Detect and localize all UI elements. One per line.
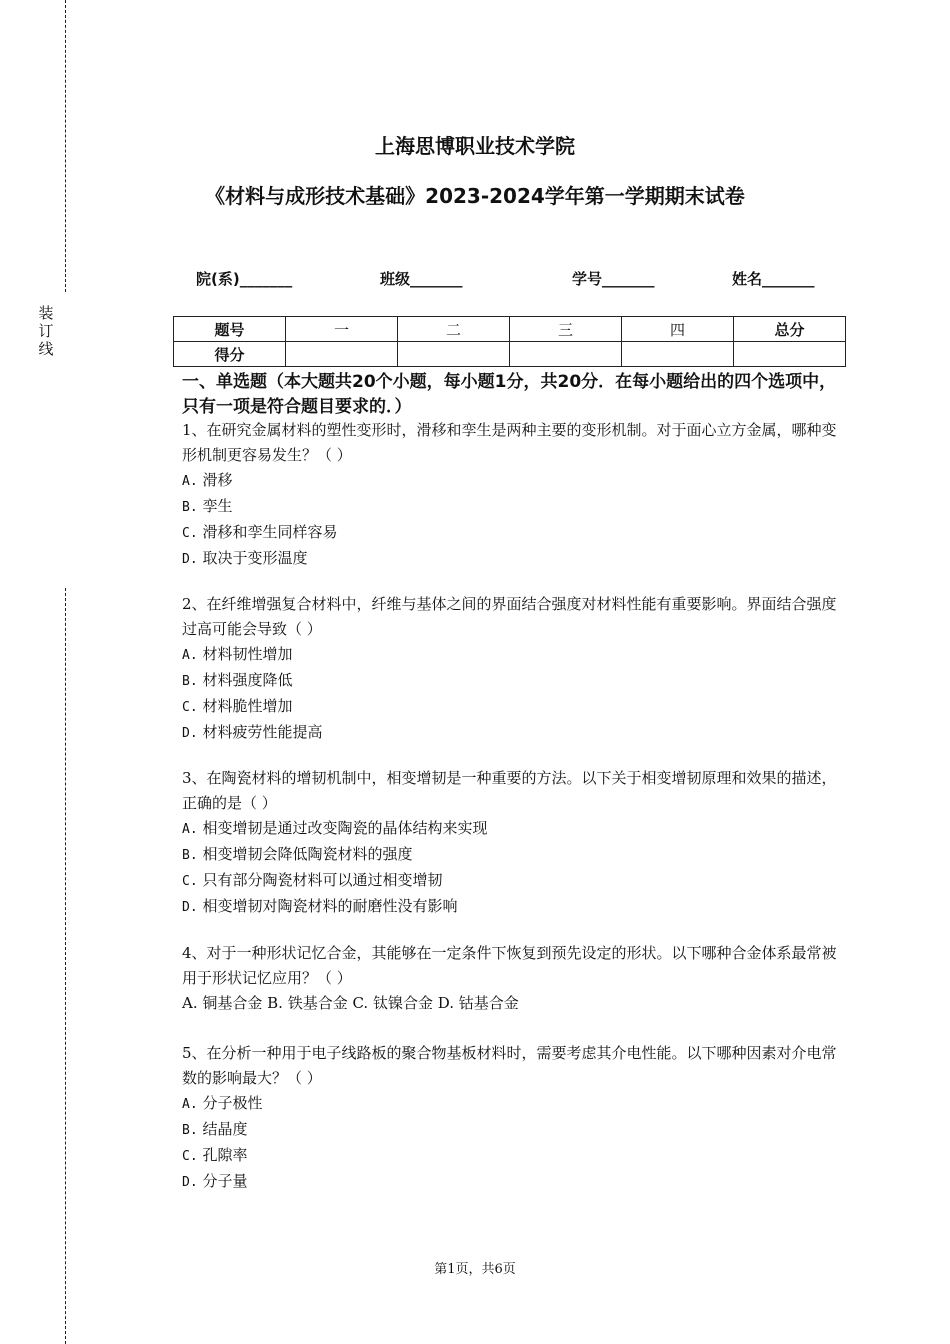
score-input-cell	[734, 342, 846, 367]
option-text: 相变增韧对陶瓷材料的耐磨性没有影响	[202, 897, 458, 915]
option	[182, 694, 847, 720]
question-3	[182, 766, 847, 920]
option-text: 滑移	[202, 471, 233, 489]
option-letter: B.	[182, 500, 198, 515]
option	[182, 1143, 847, 1169]
option	[182, 520, 847, 546]
info-name	[732, 268, 815, 289]
option-text: 只有部分陶瓷材料可以通过相变增韧	[202, 871, 443, 889]
option	[182, 468, 847, 494]
option-text: 分子量	[202, 1172, 248, 1190]
option	[182, 642, 847, 668]
question-stem: 4、对于一种形状记忆合金，其能够在一定条件下恢复到预先设定的形状。以下哪种合金体系最常被用于形状记忆应用？（ ）	[182, 944, 837, 987]
score-input-cell	[398, 342, 510, 367]
option-letter: D.	[182, 552, 198, 567]
option-letter: B.	[182, 1123, 198, 1138]
info-department	[196, 268, 292, 289]
option-text: 材料韧性增加	[202, 645, 293, 663]
option-letter: D.	[182, 900, 198, 915]
question-stem: 3、在陶瓷材料的增韧机制中，相变增韧是一种重要的方法。以下关于相变增韧原理和效果的描述，正确的是（ ）	[182, 769, 837, 812]
department-blank: _______	[239, 270, 293, 288]
option-text: 孪生	[202, 497, 233, 515]
question-stem: 1、在研究金属材料的塑性变形时，滑移和孪生是两种主要的变形机制。对于面心立方金属，哪种变形机制更容易发生？（ ）	[182, 421, 837, 464]
option	[182, 868, 847, 894]
question-4	[182, 941, 847, 1016]
option-letter: B.	[182, 674, 198, 689]
option-text: 相变增韧是通过改变陶瓷的晶体结构来实现	[202, 819, 488, 837]
option	[182, 668, 847, 694]
option-letter: A.	[182, 474, 198, 489]
binding-dashed-line-bottom	[65, 588, 66, 1344]
department-label: 院(系)	[196, 270, 240, 288]
option-text: 结晶度	[202, 1120, 248, 1138]
question-stem: 5、在分析一种用于电子线路板的聚合物基板材料时，需要考虑其介电性能。以下哪种因素对介电常数的影响最大？（ ）	[182, 1044, 837, 1087]
name-blank: _______	[762, 270, 815, 288]
option-letter: D.	[182, 726, 198, 741]
score-table-cell: 三	[510, 317, 622, 342]
option-letter: A.	[182, 648, 198, 663]
option	[182, 720, 847, 746]
score-input-cell	[622, 342, 734, 367]
option-text: 分子极性	[202, 1094, 263, 1112]
exam-title: 《材料与成形技术基础》2023-2024学年第一学期期末试卷	[205, 184, 745, 208]
option	[182, 816, 847, 842]
info-class	[380, 268, 463, 289]
option-text: 取决于变形温度	[202, 549, 308, 567]
score-table	[173, 316, 846, 367]
option	[182, 1091, 847, 1117]
score-row-label: 得分	[174, 342, 286, 367]
score-table-score-row	[174, 342, 846, 367]
option-letter: C.	[182, 526, 198, 541]
option-text: 材料强度降低	[202, 671, 293, 689]
option	[182, 1169, 847, 1195]
score-table-cell: 二	[398, 317, 510, 342]
page-footer: 第1页，共6页	[434, 1262, 516, 1277]
option-text: 孔隙率	[202, 1146, 248, 1164]
score-table-cell: 总分	[734, 317, 846, 342]
option-letter: B.	[182, 848, 198, 863]
option	[182, 546, 847, 572]
student-id-blank: _______	[602, 270, 655, 288]
score-table-cell: 四	[622, 317, 734, 342]
option-text: 材料疲劳性能提高	[202, 723, 323, 741]
score-input-cell	[286, 342, 398, 367]
question-1	[182, 418, 847, 572]
binding-char: 订	[38, 322, 54, 340]
binding-label	[36, 304, 56, 358]
option	[182, 1117, 847, 1143]
option	[182, 894, 847, 920]
option-text: 材料脆性增加	[202, 697, 293, 715]
school-title: 上海思博职业技术学院	[375, 134, 575, 158]
binding-char: 线	[38, 340, 54, 358]
class-blank: _______	[410, 270, 463, 288]
option	[182, 842, 847, 868]
option-letter: C.	[182, 700, 198, 715]
score-table-cell: 题号	[174, 317, 286, 342]
inline-options: A. 铜基合金 B. 铁基合金 C. 钛镍合金 D. 钴基合金	[182, 994, 519, 1012]
class-label: 班级	[380, 270, 411, 288]
name-label: 姓名	[732, 270, 763, 288]
student-id-label: 学号	[572, 270, 603, 288]
question-stem: 2、在纤维增强复合材料中，纤维与基体之间的界面结合强度对材料性能有重要影响。界面结合强度过高可能会导致（ ）	[182, 595, 837, 638]
option-letter: D.	[182, 1175, 198, 1190]
option-letter: C.	[182, 874, 198, 889]
option-text: 相变增韧会降低陶瓷材料的强度	[202, 845, 413, 863]
question-2	[182, 592, 847, 746]
score-input-cell	[510, 342, 622, 367]
option	[182, 494, 847, 520]
binding-char: 装	[38, 304, 54, 322]
option-text: 滑移和孪生同样容易	[202, 523, 338, 541]
option-letter: A.	[182, 822, 198, 837]
info-student-id	[572, 268, 655, 289]
score-table-header-row	[174, 317, 846, 342]
option-letter: A.	[182, 1097, 198, 1112]
section-heading: 一、单选题（本大题共20个小题，每小题1分，共20分．在每小题给出的四个选项中，只有一项是符合题目要求的．）	[182, 372, 837, 417]
score-table-cell: 一	[286, 317, 398, 342]
question-5	[182, 1041, 847, 1195]
option-letter: C.	[182, 1149, 198, 1164]
